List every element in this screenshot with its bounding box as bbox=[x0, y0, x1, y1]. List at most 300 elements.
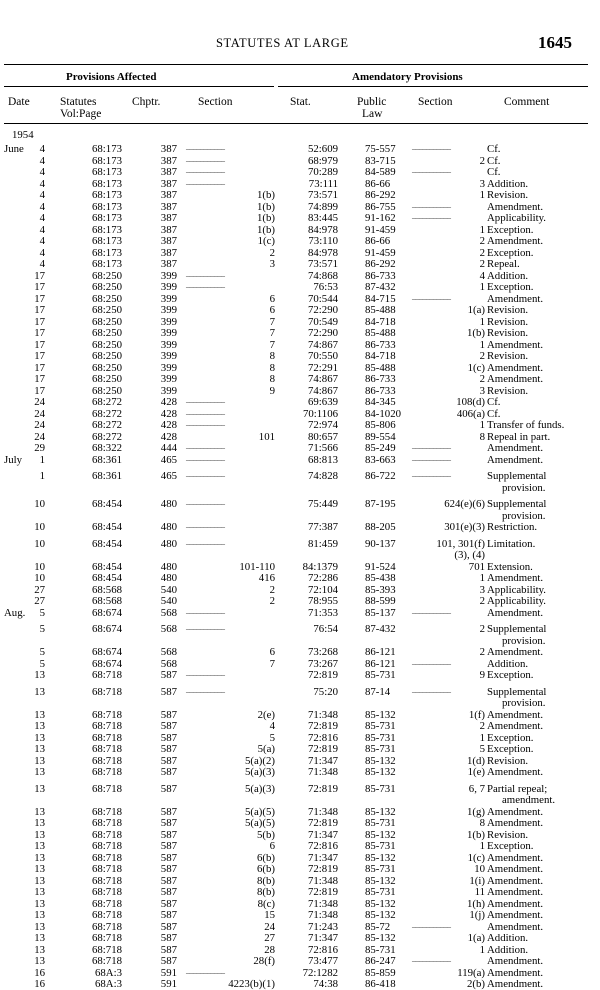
amend-section: 1 bbox=[479, 338, 485, 351]
comment: Supplemental bbox=[487, 623, 547, 635]
stat: 74:868 bbox=[308, 269, 338, 282]
section: 6 bbox=[269, 840, 275, 852]
date-day: 16 bbox=[34, 978, 45, 990]
chapter: 399 bbox=[160, 281, 177, 293]
amend-section: 1(a) bbox=[467, 932, 485, 944]
public-law: 85-393 bbox=[365, 583, 396, 596]
section-dash: ––––––––––– bbox=[186, 538, 225, 548]
date-day: 13 bbox=[34, 863, 45, 875]
date-day: 5 bbox=[39, 623, 45, 635]
stat: 73:110 bbox=[308, 235, 338, 247]
public-law: 85-731 bbox=[365, 669, 396, 681]
amend-section: 1(c) bbox=[467, 851, 485, 864]
chapter: 587 bbox=[160, 886, 177, 898]
public-law: 85-132 bbox=[365, 754, 396, 767]
public-law: 85-132 bbox=[365, 708, 396, 721]
amend-section: 1(a) bbox=[467, 304, 485, 316]
stat: 76:54 bbox=[313, 623, 338, 635]
amend-section-dash: ––––––––––– bbox=[412, 686, 451, 696]
stat: 78:955 bbox=[308, 595, 338, 607]
statutes-vol-page: 68:718 bbox=[92, 874, 122, 887]
section-dash: ––––––––––– bbox=[186, 670, 225, 679]
stat: 70:544 bbox=[308, 292, 338, 305]
section-dash: ––––––––––– bbox=[186, 144, 225, 153]
comment: Amendment. bbox=[487, 646, 544, 658]
statutes-vol-page: 68:454 bbox=[92, 572, 122, 584]
amend-section: 1 bbox=[479, 189, 485, 201]
public-law: 87-432 bbox=[365, 623, 396, 635]
public-law: 86-733 bbox=[365, 384, 396, 397]
section: 8 bbox=[269, 373, 275, 385]
comment: Amendment. bbox=[487, 572, 544, 584]
amend-section: 11 bbox=[474, 886, 485, 898]
comment: Amendment. bbox=[487, 909, 544, 921]
section: 101 bbox=[258, 430, 275, 443]
amend-section: 3 bbox=[479, 384, 485, 397]
date-day: 10 bbox=[34, 521, 45, 533]
comment-cont: amendment. bbox=[502, 794, 556, 806]
stat: 74:867 bbox=[308, 384, 338, 397]
date-day: 13 bbox=[34, 766, 45, 778]
statutes-vol-page: 68:718 bbox=[92, 720, 122, 732]
date-day: 13 bbox=[34, 932, 45, 944]
statutes-vol-page: 68:173 bbox=[92, 246, 122, 259]
section: 27 bbox=[264, 932, 275, 944]
comment: Exception. bbox=[487, 246, 534, 259]
public-law: 84-345 bbox=[365, 396, 396, 408]
amend-section: 1(b) bbox=[467, 327, 485, 339]
statutes-vol-page: 68:718 bbox=[92, 817, 122, 829]
date-day: 13 bbox=[34, 828, 45, 841]
public-law: 86-418 bbox=[365, 978, 396, 990]
statutes-vol-page: 68:454 bbox=[92, 498, 122, 510]
stat: 83:445 bbox=[308, 212, 338, 224]
chapter: 480 bbox=[160, 572, 177, 584]
col-law: Law bbox=[362, 108, 383, 120]
chapter: 587 bbox=[160, 851, 177, 864]
public-law: 83-715 bbox=[365, 154, 396, 167]
amend-section: 301(e)(3) bbox=[444, 521, 485, 533]
date-day: 13 bbox=[34, 874, 45, 887]
statutes-vol-page: 68:250 bbox=[92, 350, 122, 362]
date-day: 16 bbox=[34, 966, 45, 979]
group-rule-affected bbox=[4, 86, 274, 87]
statutes-vol-page: 68:361 bbox=[92, 470, 122, 482]
chapter: 587 bbox=[160, 708, 177, 721]
chapter: 428 bbox=[160, 430, 177, 443]
amend-section-dash: ––––––––––– bbox=[412, 921, 451, 931]
section: 7 bbox=[269, 327, 275, 339]
stat: 71:348 bbox=[308, 909, 338, 921]
public-law: 85-132 bbox=[365, 805, 396, 818]
chapter: 587 bbox=[160, 920, 177, 933]
comment: Revision. bbox=[487, 384, 529, 397]
section: 2(e) bbox=[257, 708, 275, 721]
section: 28 bbox=[264, 943, 275, 956]
stat: 72:819 bbox=[308, 863, 338, 875]
stat: 73:571 bbox=[308, 189, 338, 201]
comment: Addition. bbox=[487, 657, 529, 670]
section: 2 bbox=[269, 583, 275, 596]
section: 416 bbox=[258, 572, 275, 584]
date-day: 13 bbox=[34, 943, 45, 956]
date-day: 4 bbox=[39, 166, 45, 178]
date-day: 27 bbox=[34, 595, 45, 607]
stat: 71:243 bbox=[308, 920, 338, 933]
amend-section-dash: ––––––––––– bbox=[412, 607, 451, 617]
chapter: 587 bbox=[160, 817, 177, 829]
amend-section: 2 bbox=[479, 350, 485, 362]
statutes-vol-page: 68:173 bbox=[92, 212, 122, 224]
date-day: 10 bbox=[34, 572, 45, 584]
section-dash: ––––––––––– bbox=[186, 397, 225, 406]
amend-section: 2 bbox=[479, 154, 485, 167]
statutes-vol-page: 68:272 bbox=[92, 430, 122, 443]
stat: 73:571 bbox=[308, 258, 338, 270]
chapter: 587 bbox=[160, 863, 177, 875]
public-law: 75-557 bbox=[365, 143, 396, 155]
statutes-vol-page: 68:718 bbox=[92, 909, 122, 921]
date-day: 24 bbox=[34, 407, 45, 420]
statutes-vol-page: 68:718 bbox=[92, 886, 122, 898]
stat: 72:816 bbox=[308, 943, 338, 956]
amend-section: 1 bbox=[479, 315, 485, 328]
statutes-vol-page: 68:568 bbox=[92, 583, 122, 596]
statutes-vol-page: 68:718 bbox=[92, 851, 122, 864]
public-law: 84-718 bbox=[365, 350, 396, 362]
comment: Exception. bbox=[487, 731, 534, 744]
public-law: 85-488 bbox=[365, 327, 396, 339]
stat: 69:639 bbox=[308, 396, 338, 408]
chapter: 399 bbox=[160, 384, 177, 397]
stat: 80:657 bbox=[308, 430, 338, 443]
amend-section: 2(b) bbox=[467, 978, 485, 990]
amend-section: 1(b) bbox=[467, 828, 485, 841]
date-day: 4 bbox=[39, 200, 45, 213]
amend-section: 2 bbox=[479, 235, 485, 247]
public-law: 86-247 bbox=[365, 955, 396, 967]
section: 8 bbox=[269, 350, 275, 362]
statutes-vol-page: 68:718 bbox=[92, 805, 122, 818]
public-law: 85-731 bbox=[365, 840, 396, 852]
amend-section-dash: ––––––––––– bbox=[412, 443, 451, 452]
statutes-vol-page: 68:250 bbox=[92, 338, 122, 351]
chapter: 387 bbox=[160, 200, 177, 213]
section-dash: ––––––––––– bbox=[186, 624, 225, 633]
section-dash: ––––––––––– bbox=[186, 420, 225, 429]
date-day: 13 bbox=[34, 851, 45, 864]
comment: Revision. bbox=[487, 315, 529, 328]
comment: Cf. bbox=[487, 166, 501, 178]
date-day: 13 bbox=[34, 840, 45, 852]
stat: 84:978 bbox=[308, 246, 338, 259]
chapter: 587 bbox=[160, 754, 177, 767]
comment: Exception. bbox=[487, 669, 534, 681]
group-provisions-affected: Provisions Affected bbox=[66, 71, 157, 83]
statutes-vol-page: 68:718 bbox=[92, 754, 122, 767]
comment: Amendment. bbox=[487, 235, 544, 247]
statutes-vol-page: 68:718 bbox=[92, 897, 122, 910]
stat: 81:459 bbox=[308, 537, 338, 550]
section: 5(a)(5) bbox=[245, 817, 275, 829]
date-day: 4 bbox=[39, 177, 45, 190]
section: 6(b) bbox=[257, 863, 275, 875]
comment: Revision. bbox=[487, 350, 529, 362]
comment: Amendment. bbox=[487, 886, 544, 898]
stat: 72:974 bbox=[308, 419, 338, 431]
public-law: 84-589 bbox=[365, 166, 396, 178]
comment: Amendment. bbox=[487, 863, 544, 875]
header-rule bbox=[4, 123, 588, 124]
statutes-vol-page: 68:322 bbox=[92, 442, 122, 454]
section-dash: ––––––––––– bbox=[186, 155, 225, 165]
section: 28(f) bbox=[253, 955, 275, 967]
stat: 72:819 bbox=[308, 669, 338, 681]
comment: Limitation. bbox=[487, 537, 536, 550]
section: 8(c) bbox=[257, 897, 275, 910]
chapter: 465 bbox=[160, 453, 177, 466]
chapter: 387 bbox=[160, 212, 177, 224]
col-stat: Stat. bbox=[290, 96, 311, 108]
comment-cont: provision. bbox=[502, 509, 546, 522]
chapter: 568 bbox=[160, 623, 177, 635]
comment: Amendment. bbox=[487, 920, 544, 933]
comment: Cf. bbox=[487, 407, 501, 420]
public-law: 91-162 bbox=[365, 212, 396, 224]
statutes-vol-page: 68:718 bbox=[92, 782, 122, 795]
year-label: 1954 bbox=[12, 129, 34, 141]
comment: Revision. bbox=[487, 754, 529, 767]
comment: Supplemental bbox=[487, 470, 547, 482]
stat: 72:290 bbox=[308, 304, 338, 316]
amend-section: 624(e)(6) bbox=[444, 498, 485, 510]
comment: Cf. bbox=[487, 143, 501, 155]
statutes-vol-page: 68:718 bbox=[92, 743, 122, 755]
public-law: 88-599 bbox=[365, 595, 396, 607]
chapter: 480 bbox=[160, 560, 177, 573]
statutes-vol-page: 68:250 bbox=[92, 292, 122, 305]
chapter: 399 bbox=[160, 361, 177, 374]
section-dash: ––––––––––– bbox=[186, 408, 225, 418]
date-day: 5 bbox=[39, 657, 45, 670]
chapter: 587 bbox=[160, 766, 177, 778]
section-dash: ––––––––––– bbox=[186, 282, 225, 291]
date-day: 17 bbox=[34, 373, 45, 385]
chapter: 387 bbox=[160, 177, 177, 190]
comment: Amendment. bbox=[487, 292, 544, 305]
amend-section-cont: (3), (4) bbox=[454, 549, 485, 561]
amend-section: 3 bbox=[479, 583, 485, 596]
amend-section: 2 bbox=[479, 720, 485, 732]
comment: Extension. bbox=[487, 560, 533, 573]
stat: 72:286 bbox=[308, 572, 338, 584]
section: 8 bbox=[269, 361, 275, 374]
chapter: 587 bbox=[160, 669, 177, 681]
col-section: Section bbox=[198, 96, 233, 108]
chapter: 399 bbox=[160, 327, 177, 339]
section: 15 bbox=[264, 909, 275, 921]
comment: Amendment. bbox=[487, 200, 544, 213]
section: 5(a)(3) bbox=[245, 782, 275, 795]
date-day: 17 bbox=[34, 327, 45, 339]
amend-section: 1(j) bbox=[469, 909, 485, 921]
section: 2 bbox=[269, 595, 275, 607]
statutes-vol-page: 68:718 bbox=[92, 863, 122, 875]
amend-section: 108(d) bbox=[456, 396, 485, 408]
amend-section: 4 bbox=[479, 269, 485, 282]
stat: 73:268 bbox=[308, 646, 338, 658]
date-day: 17 bbox=[34, 338, 45, 351]
stat: 71:348 bbox=[308, 897, 338, 910]
date-day: 4 bbox=[39, 143, 45, 155]
chapter: 587 bbox=[160, 731, 177, 744]
chapter: 399 bbox=[160, 315, 177, 328]
chapter: 399 bbox=[160, 373, 177, 385]
date-day: 13 bbox=[34, 782, 45, 795]
comment-cont: provision. bbox=[502, 481, 546, 494]
chapter: 587 bbox=[160, 932, 177, 944]
comment: Applicability. bbox=[487, 595, 546, 607]
date-day: 17 bbox=[34, 384, 45, 397]
stat: 68:979 bbox=[308, 154, 338, 167]
chapter: 387 bbox=[160, 166, 177, 178]
chapter: 587 bbox=[160, 874, 177, 887]
stat: 72:819 bbox=[308, 817, 338, 829]
amend-section-dash: ––––––––––– bbox=[412, 658, 451, 668]
stat: 71:348 bbox=[308, 805, 338, 818]
chapter: 587 bbox=[160, 955, 177, 967]
date-day: 13 bbox=[34, 685, 45, 698]
public-law: 85-731 bbox=[365, 817, 396, 829]
chapter: 587 bbox=[160, 720, 177, 732]
chapter: 591 bbox=[160, 978, 177, 990]
date-day: 13 bbox=[34, 743, 45, 755]
date-day: 17 bbox=[34, 350, 45, 362]
stat: 71:348 bbox=[308, 708, 338, 721]
date-day: 13 bbox=[34, 909, 45, 921]
chapter: 591 bbox=[160, 966, 177, 979]
amend-section-dash: ––––––––––– bbox=[412, 293, 451, 303]
group-amendatory-provisions: Amendatory Provisions bbox=[352, 71, 463, 83]
statutes-vol-page: 68:173 bbox=[92, 189, 122, 201]
date-day: 13 bbox=[34, 805, 45, 818]
statutes-vol-page: 68:718 bbox=[92, 828, 122, 841]
date-month: Aug. bbox=[4, 606, 26, 619]
col-comment: Comment bbox=[504, 96, 550, 108]
statutes-vol-page: 68:674 bbox=[92, 657, 122, 670]
comment: Partial repeal; bbox=[487, 782, 548, 795]
stat: 71:347 bbox=[308, 828, 338, 841]
public-law: 86-121 bbox=[365, 646, 396, 658]
public-law: 87-14 bbox=[365, 685, 391, 698]
group-rule-amendatory bbox=[278, 86, 588, 87]
section: 1(c) bbox=[257, 235, 275, 247]
chapter: 587 bbox=[160, 840, 177, 852]
amend-section: 5 bbox=[479, 743, 485, 755]
section: 1(b) bbox=[257, 200, 275, 213]
public-law: 86-121 bbox=[365, 657, 396, 670]
amend-section: 1 bbox=[479, 223, 485, 236]
comment: Cf. bbox=[487, 396, 501, 408]
statutes-vol-page: 68:272 bbox=[92, 419, 122, 431]
statutes-vol-page: 68:173 bbox=[92, 223, 122, 236]
stat: 72:819 bbox=[308, 782, 338, 795]
statutes-vol-page: 68:250 bbox=[92, 281, 122, 293]
public-law: 86-733 bbox=[365, 373, 396, 385]
date-day: 27 bbox=[34, 583, 45, 596]
stat: 72:816 bbox=[308, 731, 338, 744]
comment: Applicability. bbox=[487, 583, 546, 596]
chapter: 587 bbox=[160, 828, 177, 841]
public-law: 86-733 bbox=[365, 269, 396, 282]
comment: Amendment. bbox=[487, 966, 544, 979]
chapter: 399 bbox=[160, 338, 177, 351]
chapter: 587 bbox=[160, 805, 177, 818]
amend-section: 1 bbox=[479, 281, 485, 293]
statutes-vol-page: 68:173 bbox=[92, 154, 122, 167]
public-law: 85-249 bbox=[365, 442, 396, 454]
chapter: 387 bbox=[160, 246, 177, 259]
stat: 75:449 bbox=[308, 498, 338, 510]
section: 2 bbox=[269, 246, 275, 259]
section: 8(b) bbox=[257, 886, 275, 898]
comment: Amendment. bbox=[487, 978, 544, 990]
chapter: 428 bbox=[160, 407, 177, 420]
section-dash: ––––––––––– bbox=[186, 167, 225, 176]
stat: 71:347 bbox=[308, 754, 338, 767]
amend-section: 6, 7 bbox=[468, 782, 485, 795]
amend-section: 1(e) bbox=[467, 766, 485, 778]
section: 9 bbox=[269, 384, 275, 397]
date-day: 17 bbox=[34, 304, 45, 316]
date-day: 17 bbox=[34, 269, 45, 282]
amend-section: 1 bbox=[479, 840, 485, 852]
public-law: 88-205 bbox=[365, 521, 396, 533]
amend-section: 1(c) bbox=[467, 361, 485, 374]
section: 5 bbox=[269, 731, 275, 744]
comment: Amendment. bbox=[487, 897, 544, 910]
chapter: 465 bbox=[160, 470, 177, 482]
statutes-vol-page: 68:718 bbox=[92, 685, 122, 698]
section: 6 bbox=[269, 304, 275, 316]
amend-section: 1(i) bbox=[469, 874, 485, 887]
chapter: 587 bbox=[160, 782, 177, 795]
statutes-vol-page: 68:718 bbox=[92, 920, 122, 933]
statutes-vol-page: 68:718 bbox=[92, 708, 122, 721]
date-day: 24 bbox=[34, 430, 45, 443]
date-day: 4 bbox=[39, 235, 45, 247]
amend-section-dash: ––––––––––– bbox=[412, 144, 451, 153]
comment: Exception. bbox=[487, 281, 534, 293]
statutes-vol-page: 68:361 bbox=[92, 453, 122, 466]
col-date: Date bbox=[8, 96, 30, 108]
stat: 77:387 bbox=[308, 521, 338, 533]
col-chapter: Chptr. bbox=[132, 96, 161, 108]
comment: Exception. bbox=[487, 840, 534, 852]
section: 1(b) bbox=[257, 212, 275, 224]
section-dash: ––––––––––– bbox=[186, 443, 225, 452]
public-law: 84-715 bbox=[365, 292, 396, 305]
amend-section: 9 bbox=[479, 669, 485, 681]
section: 5(a)(2) bbox=[245, 754, 275, 767]
amend-section: 2 bbox=[479, 246, 485, 259]
statutes-vol-page: 68A:3 bbox=[95, 966, 122, 979]
section: 101-110 bbox=[239, 560, 275, 573]
public-law: 83-663 bbox=[365, 453, 396, 466]
date-day: 13 bbox=[34, 731, 45, 744]
chapter: 387 bbox=[160, 189, 177, 201]
section: 3 bbox=[269, 258, 275, 270]
